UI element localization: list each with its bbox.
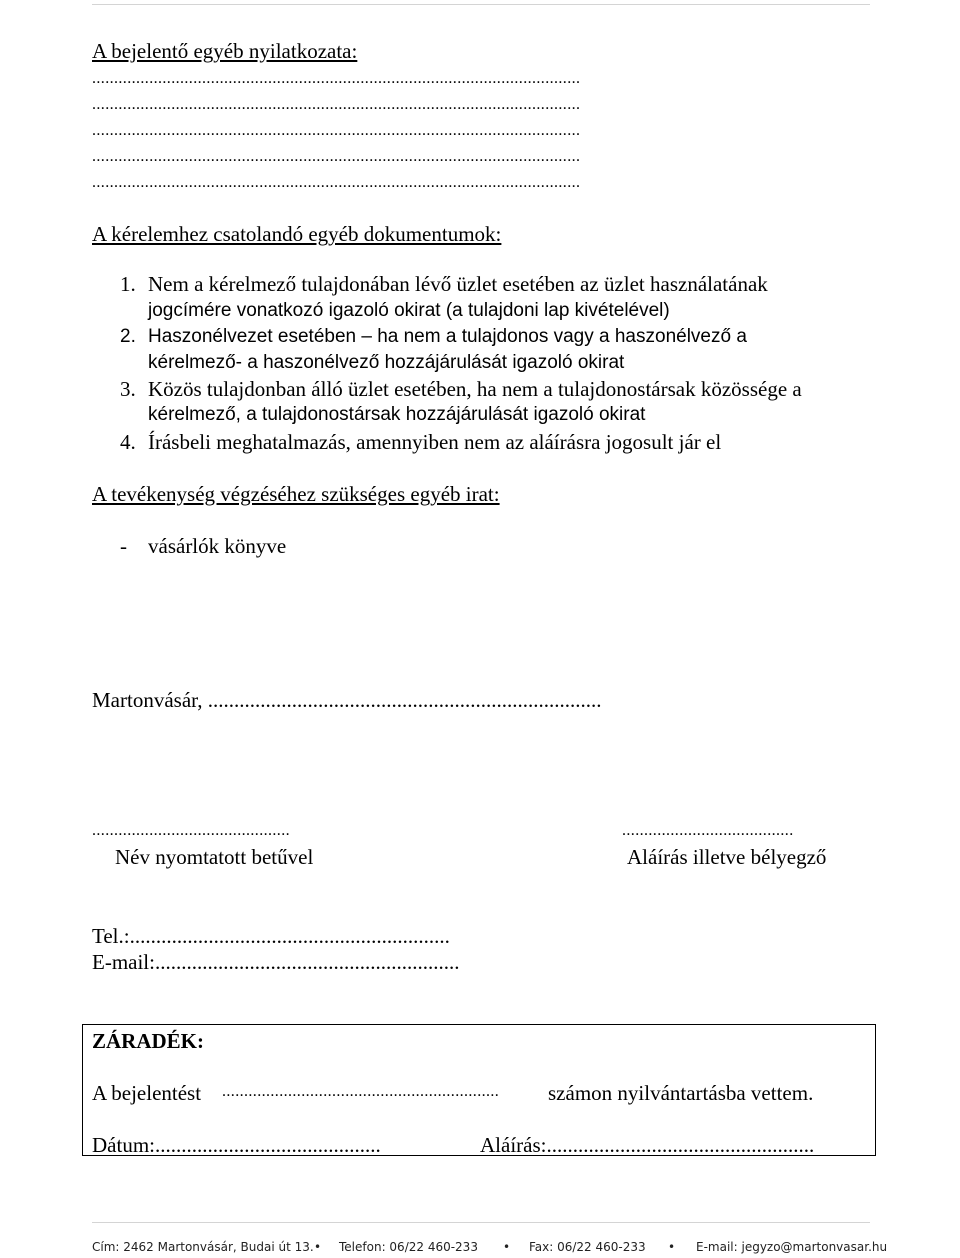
document-item-number: 1. (120, 272, 136, 296)
clause-register-suffix: számon nyilvántartásba vettem. (548, 1081, 814, 1105)
footer-bullet-icon: • (314, 1240, 322, 1254)
document-item-number: 3. (120, 377, 136, 401)
footer-email: E-mail: jegyzo@martonvasar.hu (696, 1240, 888, 1254)
place-date-line: Martonvásár, ........................................................................... (92, 688, 602, 712)
footer-bullet-icon: • (503, 1240, 511, 1254)
footer-rule (92, 1222, 870, 1223)
declaration-line-1: ............................................................................................................... (92, 70, 581, 87)
name-print-dots: ............................................. (92, 822, 290, 839)
footer-fax: Fax: 06/22 460-233 (529, 1240, 646, 1254)
declaration-line-4: ............................................................................................................... (92, 148, 581, 165)
clause-register-prefix: A bejelentést (92, 1081, 202, 1105)
tel-line: Tel.:............................................................. (92, 924, 450, 948)
activity-dash: - (120, 534, 127, 558)
signature-label: Aláírás illetve bélyegző (627, 845, 827, 869)
email-line: E-mail:.......................................................... (92, 950, 460, 974)
document-item-line: kérelmező, a tulajdonostársak hozzájárulását igazoló okirat (148, 404, 646, 425)
footer-bullet-icon: • (668, 1240, 676, 1254)
document-item-line: Közös tulajdonban álló üzlet esetében, ha nem a tulajdonostársak közössége a (148, 377, 802, 401)
declaration-line-5: ............................................................................................................... (92, 174, 581, 191)
top-rule (92, 4, 870, 5)
clause-date: Dátum:........................................... (92, 1133, 381, 1157)
document-item-line: kérelmező- a haszonélvező hozzájárulását igazoló okirat (148, 352, 625, 373)
signature-dots: ....................................... (622, 822, 794, 839)
activity-heading: A tevékenység végzéséhez szükséges egyéb irat: (92, 482, 500, 506)
declaration-line-2: ............................................................................................................... (92, 96, 581, 113)
activity-item: vásárlók könyve (148, 534, 287, 558)
declaration-heading: A bejelentő egyéb nyilatkozata: (92, 39, 358, 63)
document-item-number: 4. (120, 430, 136, 454)
document-item-line: Haszonélvezet esetében – ha nem a tulajdonos vagy a haszonélvező a (148, 326, 747, 347)
clause-register-dots: ............................................................... (222, 1083, 500, 1100)
name-print-label: Név nyomtatott betűvel (115, 845, 314, 869)
document-item-number: 2. (120, 326, 136, 347)
document-item-line: Nem a kérelmező tulajdonában lévő üzlet esetében az üzlet használatának (148, 272, 768, 296)
clause-signature: Aláírás:................................................... (480, 1133, 815, 1157)
document-item-line: Írásbeli meghatalmazás, amennyiben nem az aláírásra jogosult jár el (148, 430, 722, 454)
footer-phone: Telefon: 06/22 460-233 (339, 1240, 478, 1254)
footer-address: Cím: 2462 Martonvásár, Budai út 13. (92, 1240, 314, 1254)
documents-heading: A kérelemhez csatolandó egyéb dokumentumok: (92, 222, 502, 246)
clause-heading: ZÁRADÉK: (92, 1029, 205, 1053)
document-item-line: jogcímére vonatkozó igazoló okirat (a tulajdoni lap kivételével) (148, 300, 670, 321)
declaration-line-3: ............................................................................................................... (92, 122, 581, 139)
